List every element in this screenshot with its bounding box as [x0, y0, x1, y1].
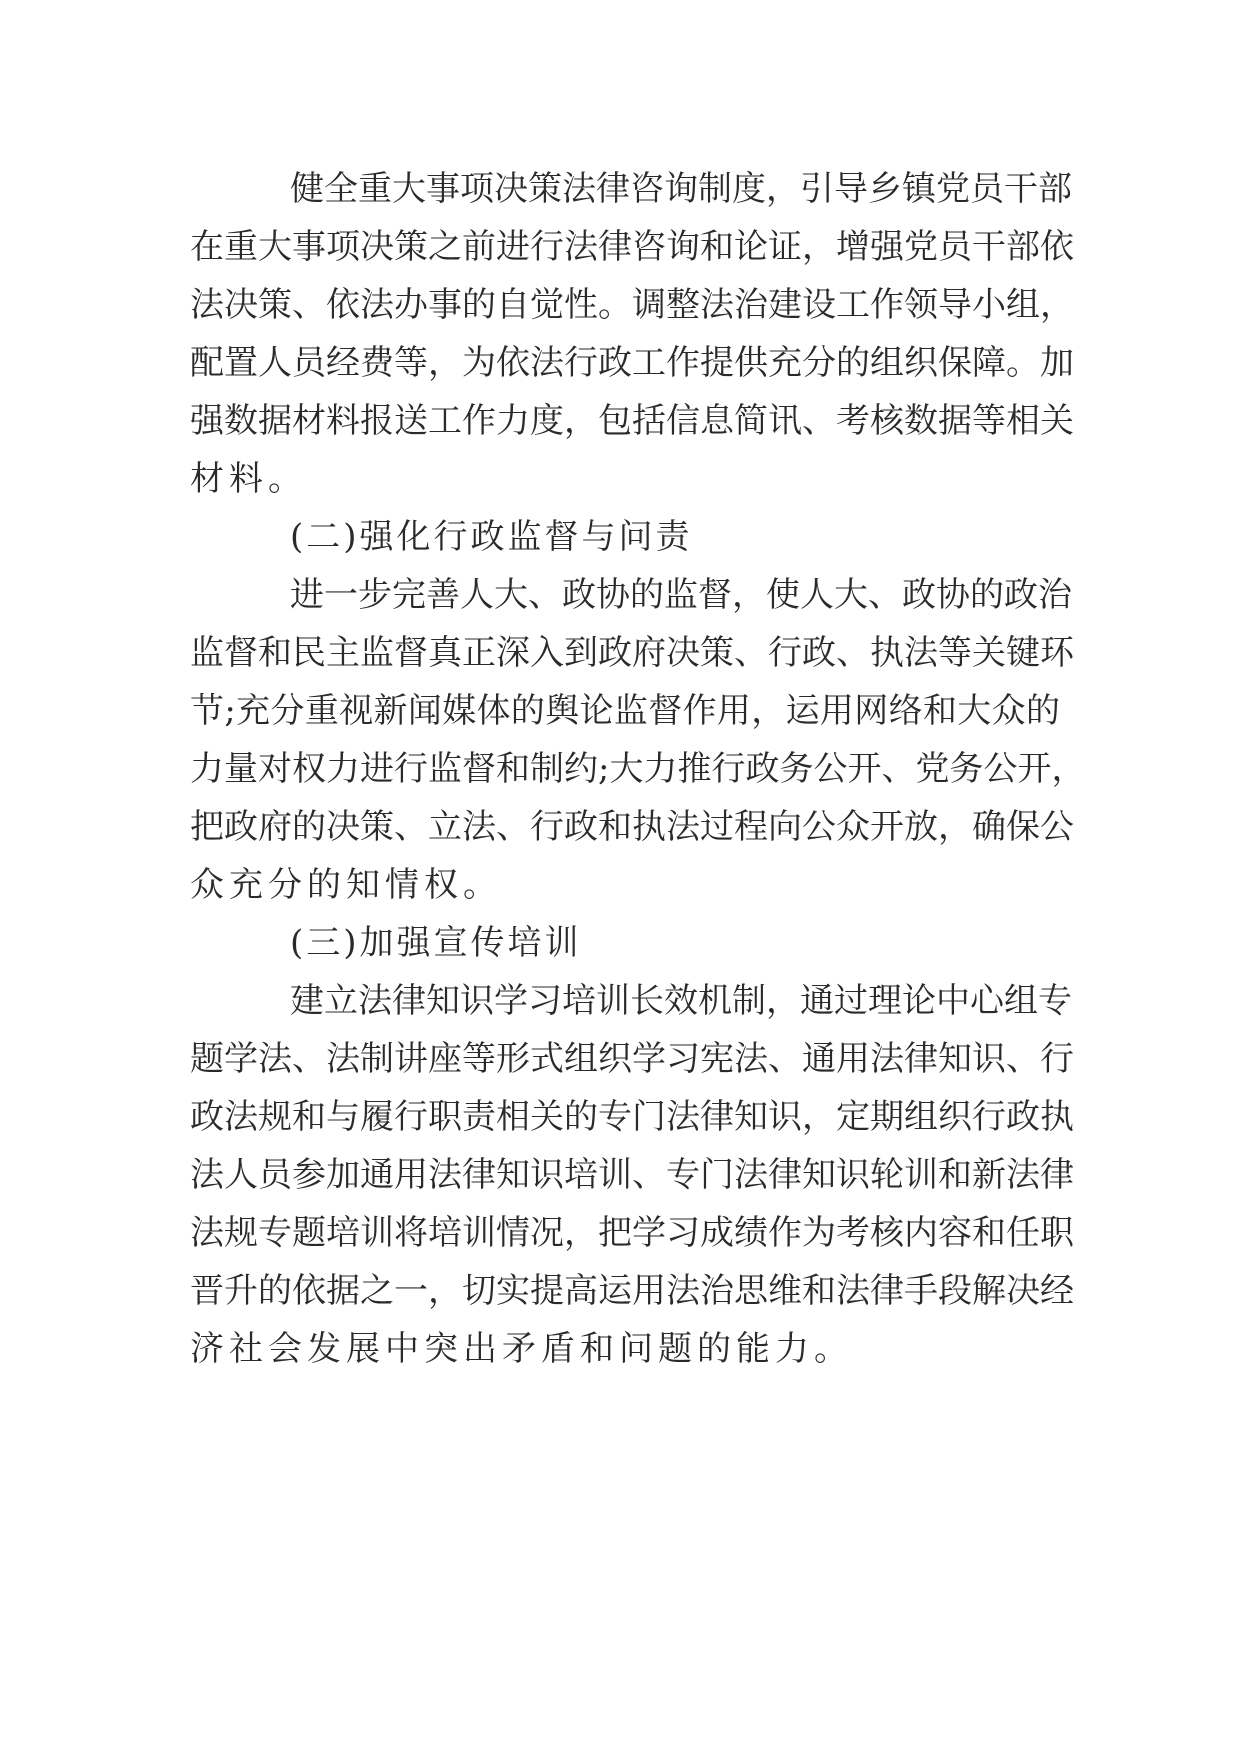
- paragraph-supervision: [190, 566, 1086, 914]
- document-page: [190, 160, 1086, 1378]
- paragraph-line: 济社会发展中突出矛盾和问题的能力。: [190, 1329, 853, 1369]
- paragraph-line: 法人员参加通用法律知识培训、专门法律知识轮训和新法律: [190, 1155, 1074, 1195]
- paragraph-line: 把政府的决策、立法、行政和执法过程向公众开放，确保公: [190, 807, 1074, 847]
- paragraph-line: 健全重大事项决策法律咨询制度，引导乡镇党员干部: [290, 169, 1072, 209]
- paragraph-line: 晋升的依据之一，切实提高运用法治思维和法律手段解决经: [190, 1271, 1074, 1311]
- paragraph-line: 在重大事项决策之前进行法律咨询和论证，增强党员干部依: [190, 227, 1074, 267]
- paragraph-line: 进一步完善人大、政协的监督，使人大、政协的政治: [290, 575, 1072, 615]
- paragraph-line: 法决策、依法办事的自觉性。调整法治建设工作领导小组，: [190, 285, 1074, 325]
- paragraph-line: 节;充分重视新闻媒体的舆论监督作用，运用网络和大众的: [190, 691, 1060, 731]
- section-heading-supervision: (二)强化行政监督与问责: [290, 517, 693, 557]
- paragraph-line: 力量对权力进行监督和制约;大力推行政务公开、党务公开，: [190, 749, 1086, 789]
- paragraph-line: 法规专题培训将培训情况，把学习成绩作为考核内容和任职: [190, 1213, 1074, 1253]
- section-heading-training: (三)加强宣传培训: [290, 923, 582, 963]
- paragraph-line: 监督和民主监督真正深入到政府决策、行政、执法等关键环: [190, 633, 1074, 673]
- paragraph-training: [190, 972, 1074, 1378]
- paragraph-line: 题学法、法制讲座等形式组织学习宪法、通用法律知识、行: [190, 1039, 1074, 1079]
- paragraph-decision-consultation: [190, 160, 1074, 508]
- paragraph-line: 政法规和与履行职责相关的专门法律知识，定期组织行政执: [190, 1097, 1074, 1137]
- paragraph-line: 强数据材料报送工作力度，包括信息简讯、考核数据等相关: [190, 401, 1074, 441]
- paragraph-line: 众充分的知情权。: [190, 865, 502, 905]
- paragraph-line: 建立法律知识学习培训长效机制，通过理论中心组专: [290, 981, 1072, 1021]
- paragraph-line: 材料。: [190, 459, 307, 499]
- paragraph-line: 配置人员经费等，为依法行政工作提供充分的组织保障。加: [190, 343, 1074, 383]
